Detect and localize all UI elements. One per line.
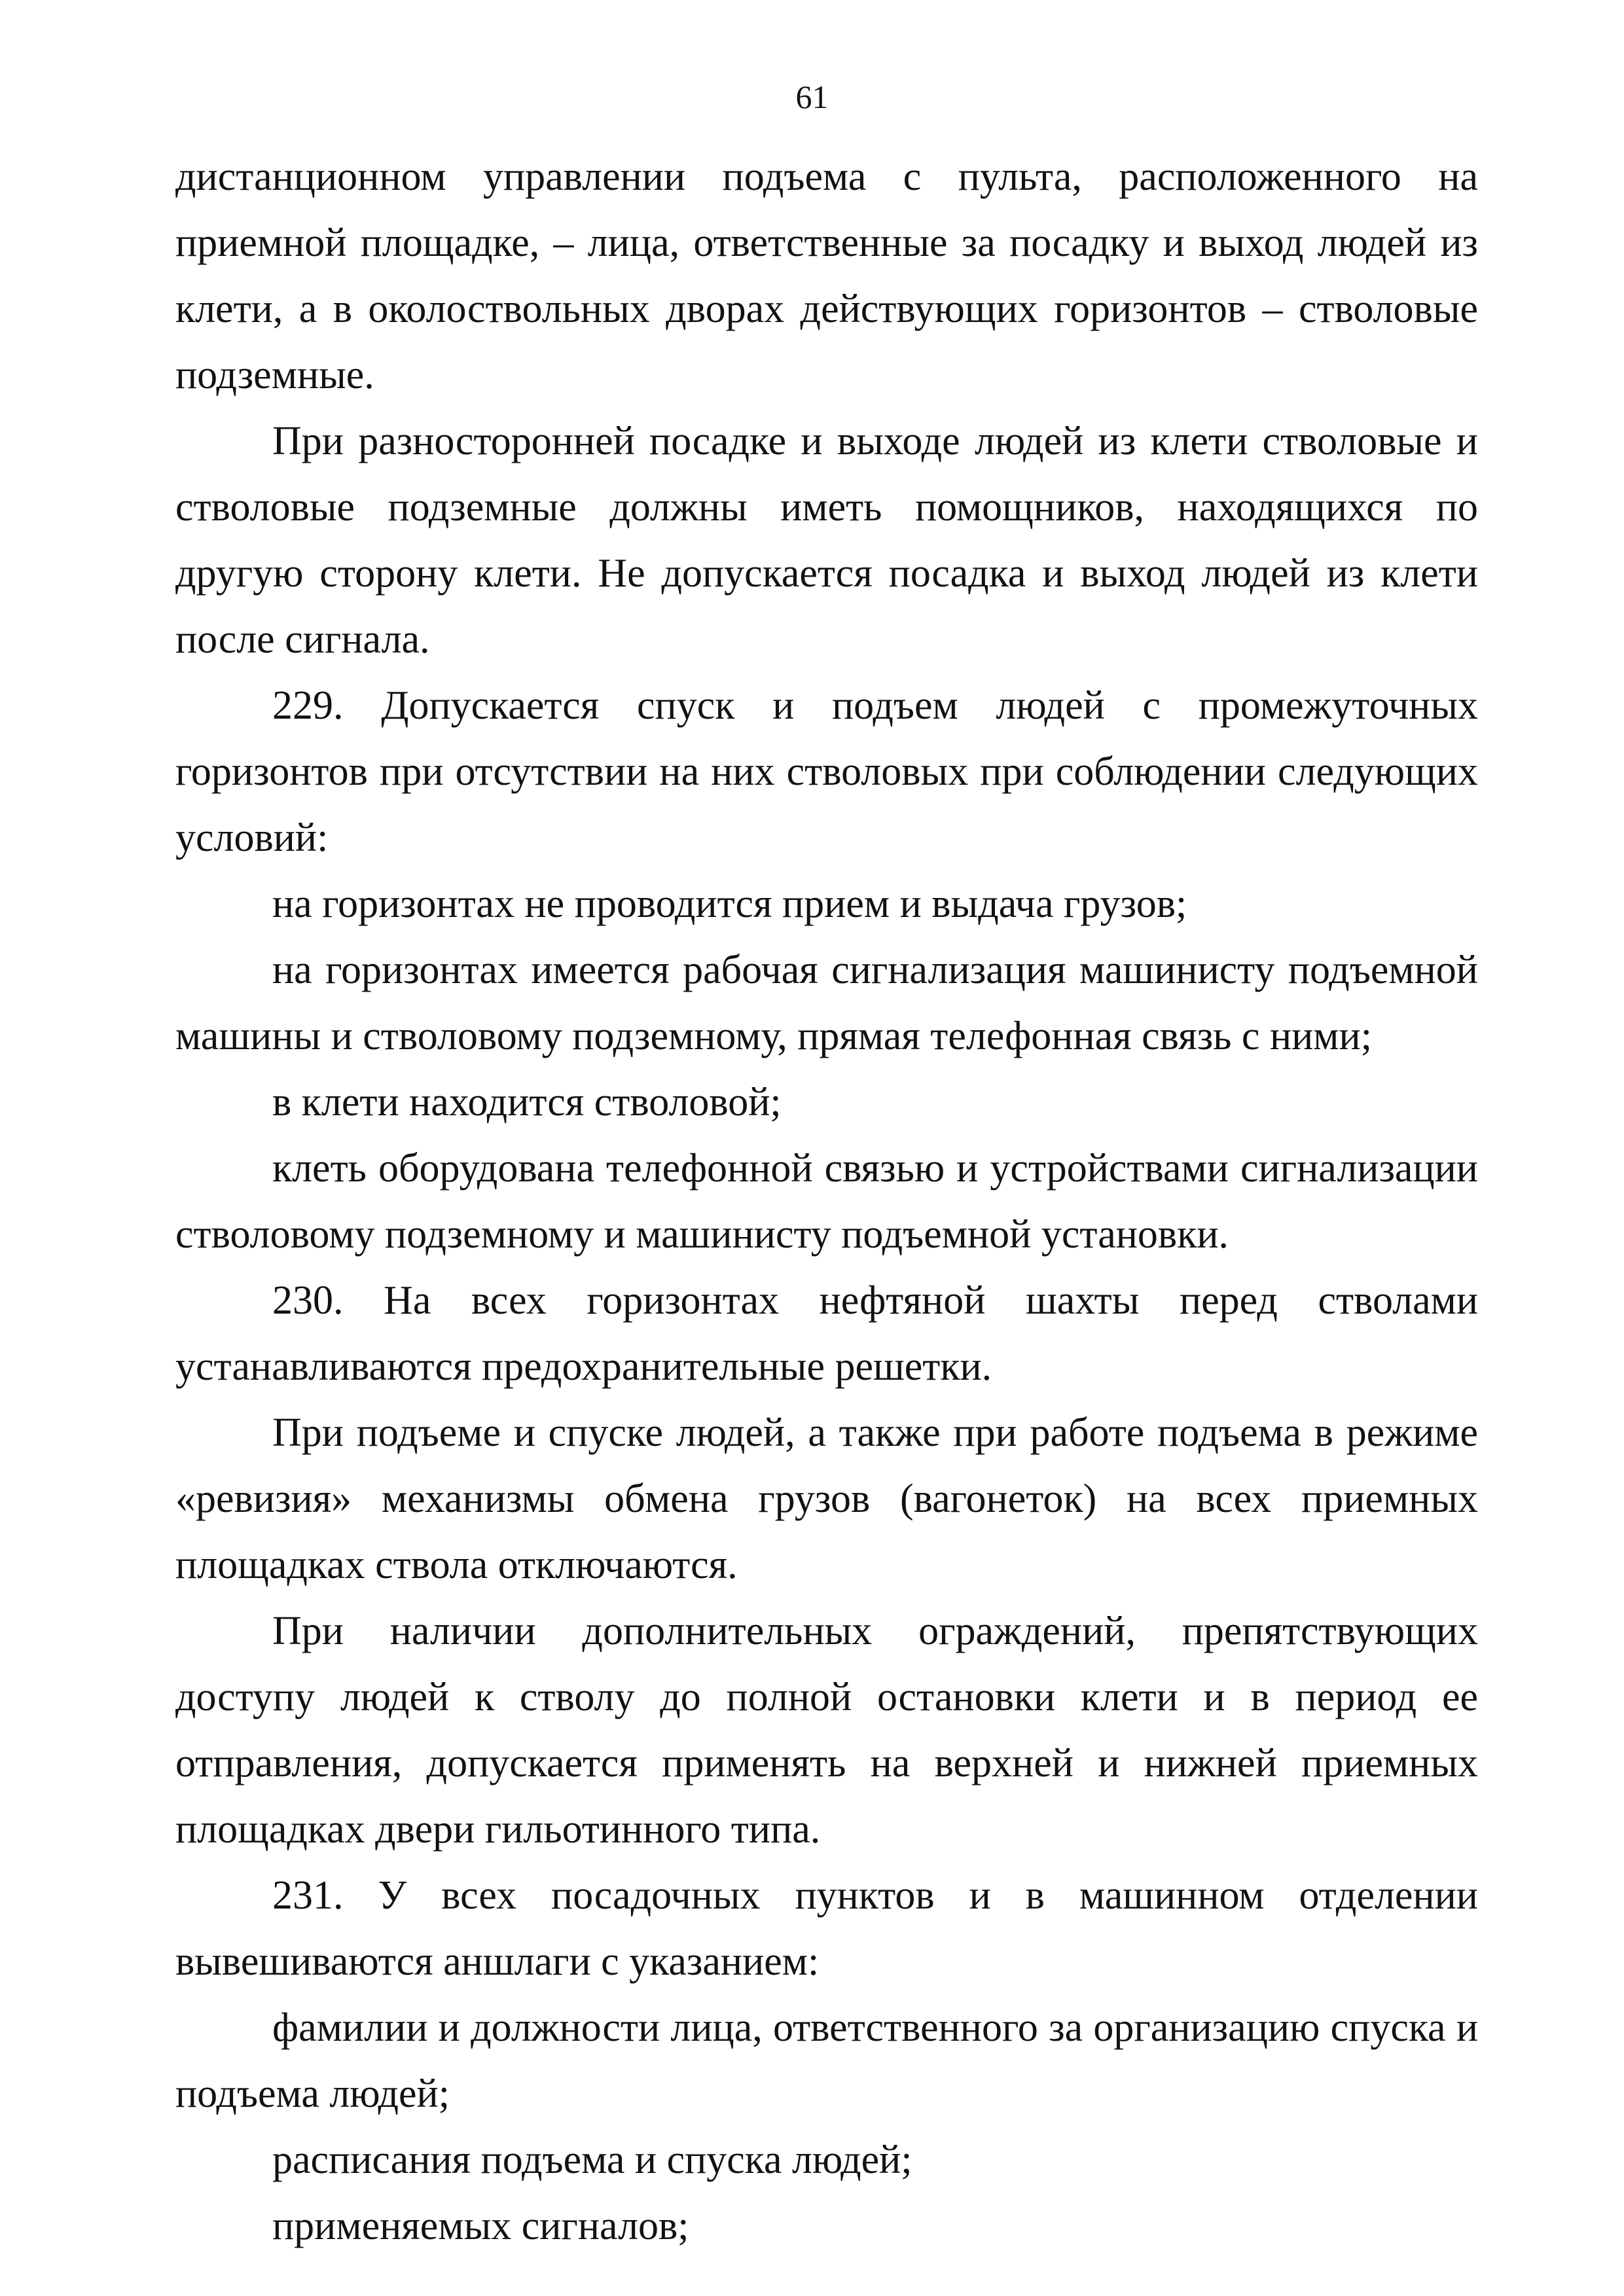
paragraph: При подъеме и спуске людей, а также при работе подъема в режиме «ревизия» механизмы обмена грузов (вагонеток) на всех приемных площадках ствола отключаются.	[175, 1410, 1478, 1587]
paragraph: на горизонтах имеется рабочая сигнализация машинисту подъемной машины и стволовому подземному, прямая телефонная связь с ними;	[175, 948, 1478, 1058]
paragraph: расписания подъема и спуска людей;	[272, 2138, 912, 2182]
paragraph: 230. На всех горизонтах нефтяной шахты перед стволами устанавливаются предохранительные решетки.	[175, 1278, 1478, 1389]
paragraph: При наличии дополнительных ограждений, препятствующих доступу людей к стволу до полной остановки клети и в период ее отправления, допускается применять на верхней и нижней приемных площадках двери гильотинного типа.	[175, 1609, 1478, 1852]
paragraph: При разносторонней посадке и выходе людей из клети стволовые и стволовые подземные должны иметь помощников, находящихся по другую сторону клети. Не допускается посадка и выход людей из клети после сигнала.	[175, 419, 1478, 662]
paragraph: дистанционном управлении подъема с пульта, расположенного на приемной площадке, – лица, ответственные за посадку и выход людей из клети, а в околоствольных дворах действующих горизонтов – стволовые подземные.	[175, 154, 1478, 397]
paragraph: на горизонтах не проводится прием и выдача грузов;	[272, 882, 1187, 926]
paragraph: 231. У всех посадочных пунктов и в машинном отделении вывешиваются аншлаги с указанием:	[175, 1873, 1478, 1984]
paragraph: 229. Допускается спуск и подъем людей с промежуточных горизонтов при отсутствии на них стволовых при соблюдении следующих условий:	[175, 683, 1478, 860]
paragraph: клеть оборудована телефонной связью и устройствами сигнализации стволовому подземному и машинисту подъемной установки.	[175, 1146, 1478, 1257]
document-body	[175, 144, 1478, 2259]
paragraph: фамилии и должности лица, ответственного за организацию спуска и подъема людей;	[175, 2005, 1478, 2116]
page-number: 61	[795, 79, 829, 115]
paragraph: применяемых сигналов;	[272, 2204, 689, 2248]
paragraph: в клети находится стволовой;	[272, 1080, 782, 1124]
